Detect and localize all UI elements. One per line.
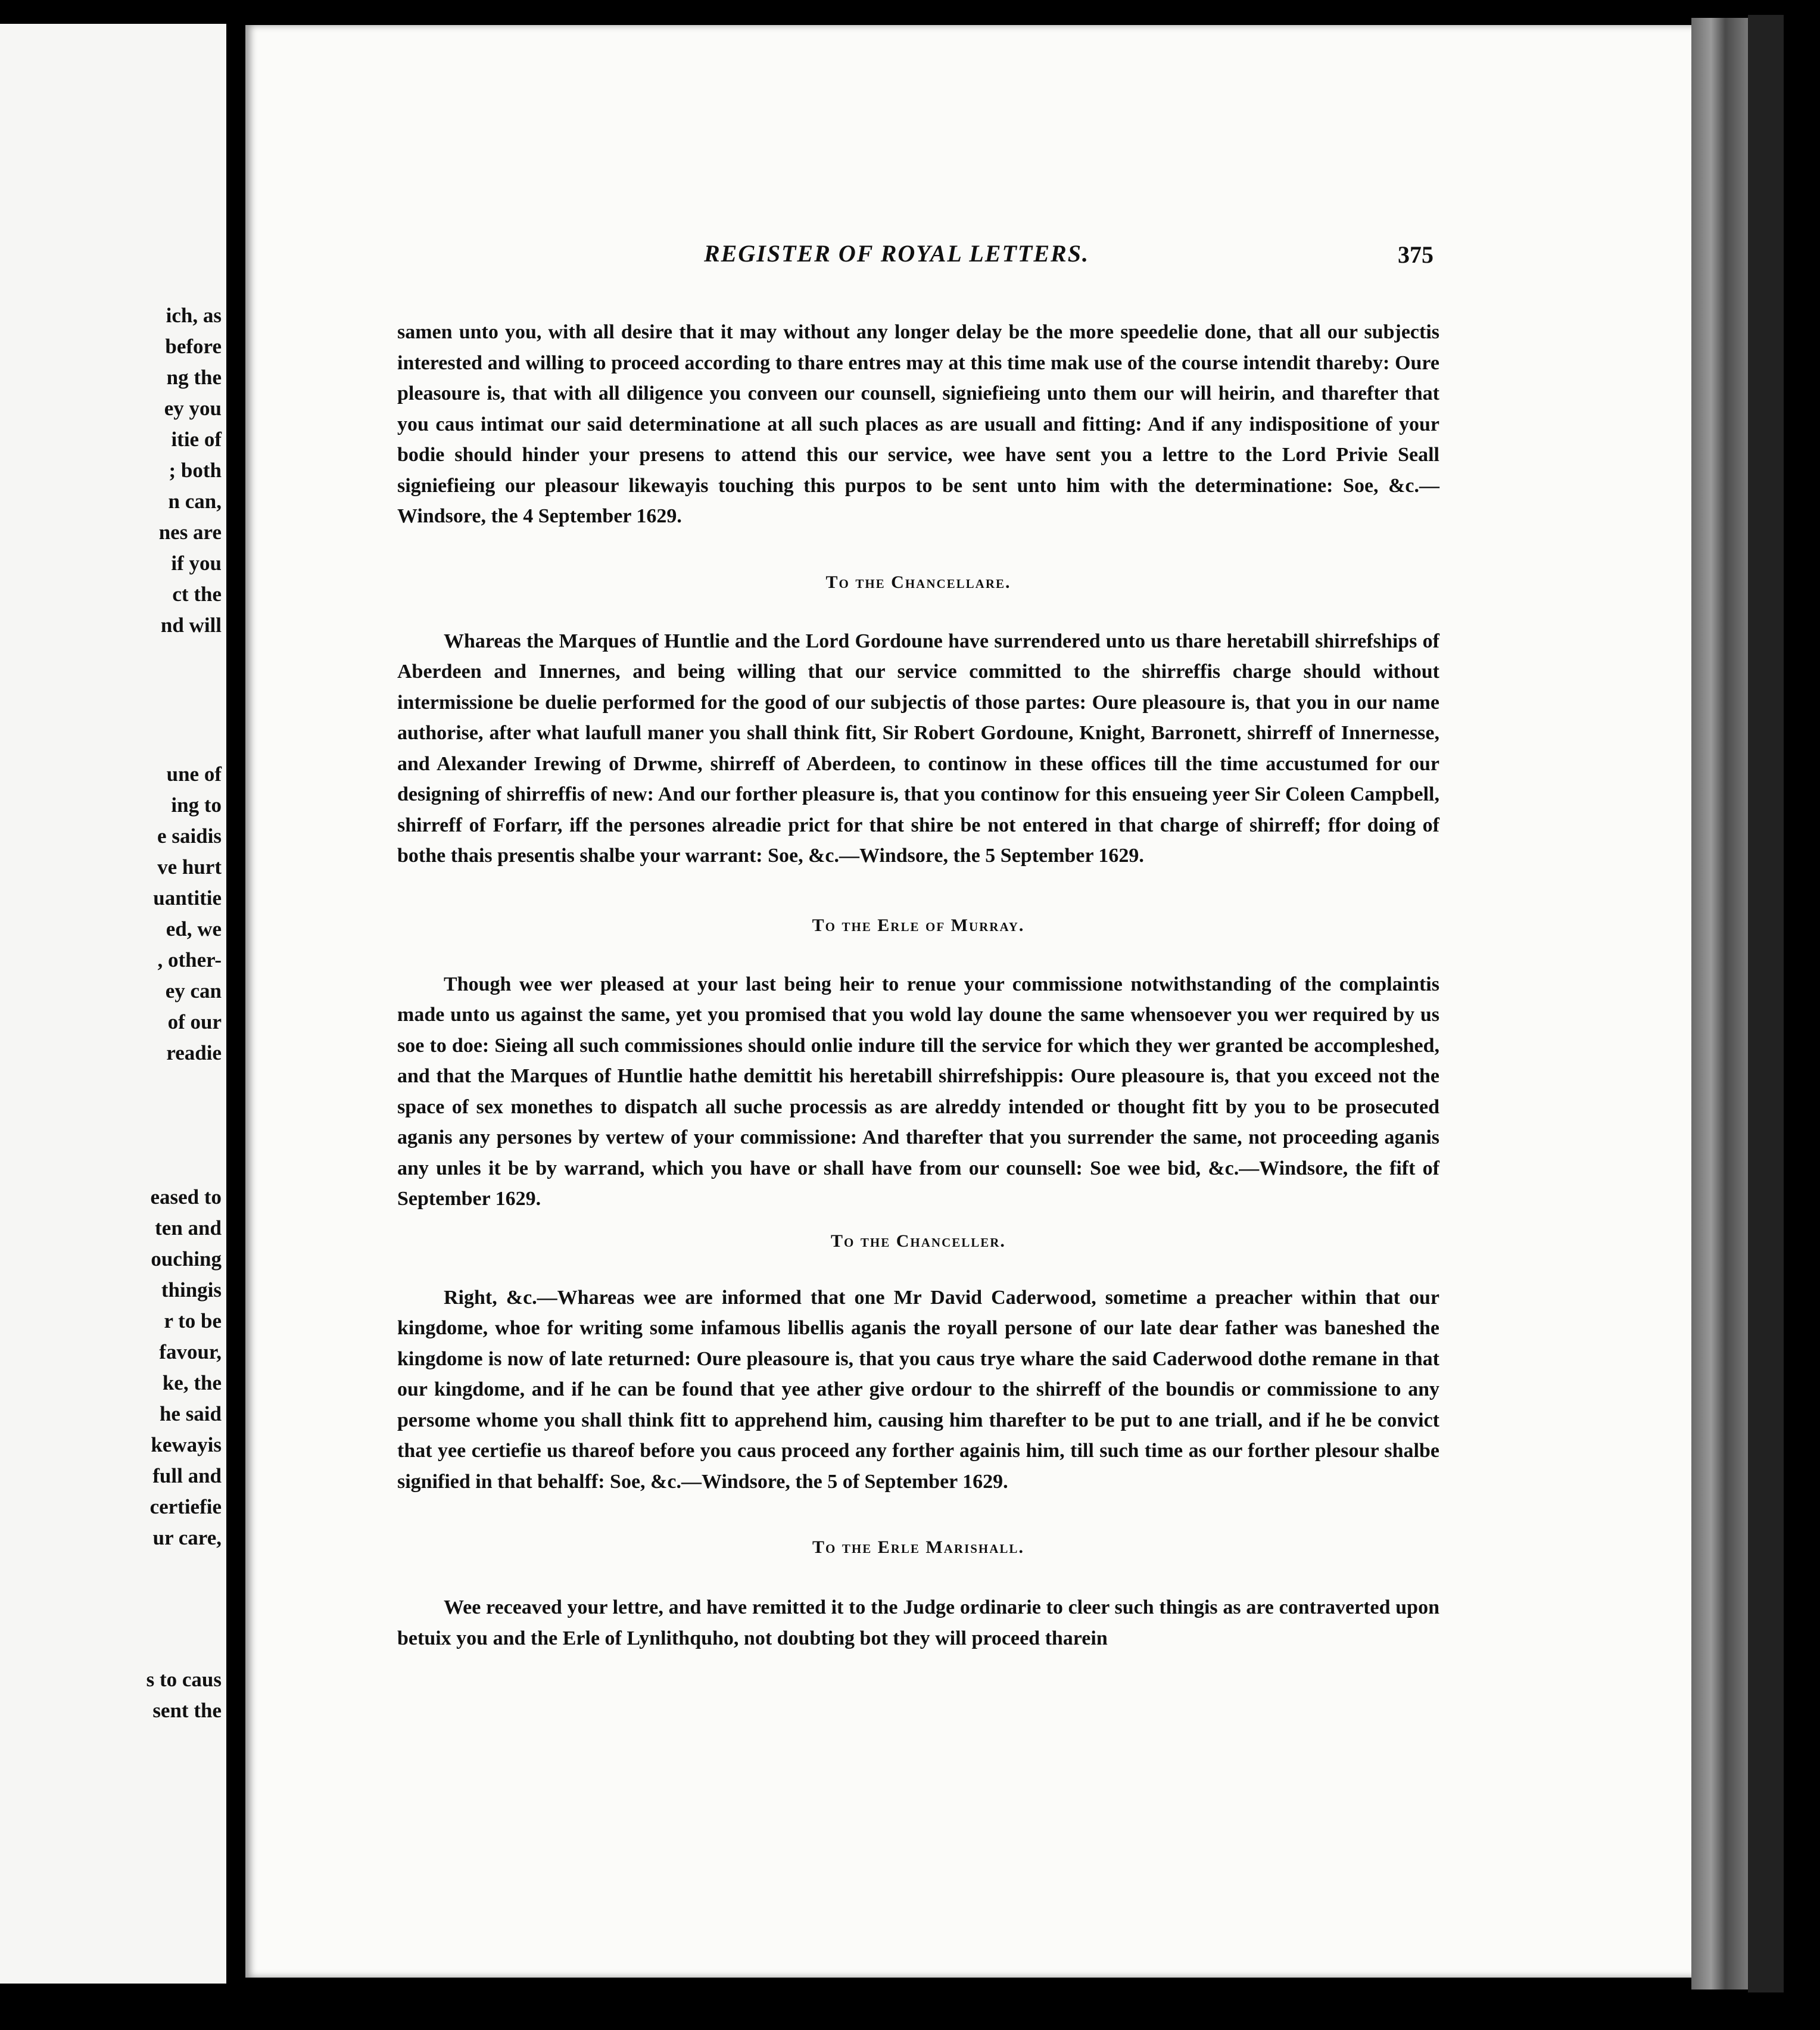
- paragraph-continued: samen unto you, with all desire that it may without any longer delay be the more speedelie done, that all our subjectis interested and willing to proceed according to thare entres may at this time mak use of the course intendit thareby: Oure pleasoure is, that with all diligence you conveen our counsell, signiefieing unto them our will heirin, and tharefter that you caus intimat our said determinatione at all such places as are usuall and fitting: And if any indispositione of your bodie should hinder your presens to attend this our service, wee have sent you a lettre to the Lord Privie Seall signiefieing our pleasour likewayis touching this purpos to be sent unto him with the determinatione: Soe, &c.—Windsore, the 4 September 1629.: [397, 321, 1439, 527]
- left-page-text-fragment: ur care,: [152, 1526, 222, 1549]
- paragraph: Wee receaved your lettre, and have remitted it to the Judge ordinarie to cleer such thingis as are contraverted upon betuix you and the Erle of Lynlithquho, not doubting bot they will proceed tharein: [397, 1596, 1439, 1649]
- left-page-text-fragment: of our: [167, 1010, 222, 1033]
- left-page-text-fragment: s to caus: [146, 1668, 222, 1691]
- left-page-text-fragment: before: [165, 335, 222, 358]
- left-page-text-fragment: certiefie: [149, 1495, 222, 1518]
- left-page-text-fragment: ke, the: [162, 1371, 222, 1394]
- left-page-text-fragment: readie: [166, 1041, 222, 1064]
- left-page-text-fragment: n can,: [168, 490, 222, 513]
- left-page-text-fragment: itie of: [171, 428, 222, 451]
- section-heading: To the Chancellare.: [825, 572, 1011, 592]
- paragraph: Though wee wer pleased at your last being heir to renue your commissione notwithstanding of the complaintis made unto us against the same, yet you promised that you wold lay doune the same whensoever you wer required by us soe to doe: Sieing all such commissiones should onlie indure till the service for which they wer granted be accompleshed, and that the Marques of Huntlie hathe demittit his heretabill shirrefshippis: Oure pleasoure is, that you exceed not the space of sex monethes to dispatch all suche processis as are alreddy intended or thought fitt by you to be prosecuted aganis any persones by vertew of your commissione: And tharefter that you surrender the same, not proceeding aganis any unles it be by warrand, which you have or shall have from our counsell: Soe wee bid, &c.—Windsore, the fift of September 1629.: [397, 973, 1439, 1210]
- left-page-text-fragment: ten and: [155, 1216, 222, 1240]
- left-page-text-fragment: ouching: [151, 1247, 222, 1271]
- left-page-text-fragment: nes are: [158, 521, 222, 544]
- left-page-text-fragment: ich, as: [166, 304, 222, 327]
- left-page-text-fragment: e saidis: [157, 824, 222, 848]
- left-page-text-fragment: ing to: [171, 793, 222, 817]
- left-page-text-fragment: eased to: [150, 1185, 222, 1209]
- left-page-text-fragment: ve hurt: [157, 855, 222, 879]
- main-page: [245, 25, 1716, 1978]
- section-heading: To the Erle of Murray.: [812, 915, 1025, 935]
- section-heading: To the Erle Marishall.: [812, 1537, 1024, 1557]
- left-page-text-fragment: sent the: [152, 1699, 222, 1722]
- left-page-text-fragment: ey you: [164, 397, 222, 420]
- left-page-text-fragment: ct the: [172, 583, 222, 606]
- left-page-text-fragment: kewayis: [151, 1433, 222, 1456]
- running-head: [245, 239, 1716, 275]
- left-page-text-fragment: if you: [171, 552, 222, 575]
- left-page-text-fragment: uantitie: [153, 886, 222, 910]
- left-page-text-fragment: he said: [159, 1402, 222, 1425]
- page-edge: [1691, 18, 1748, 1989]
- left-page-text-fragment: full and: [152, 1464, 222, 1487]
- left-page-text-fragment: favour,: [159, 1340, 222, 1363]
- section-heading: To the Chanceller.: [831, 1231, 1006, 1251]
- body-text: [397, 317, 1439, 1654]
- paragraph: Right, &c.—Whareas wee are informed that one Mr David Caderwood, sometime a preacher within that our kingdome, whoe for writing some infamous libellis aganis the royall persone of our late dear father was baneshed the kingdome is now of late returned: Oure pleasoure is, that you caus trye whare the said Caderwood dothe remane in that our kingdome, and if he can be found that yee ather give ordour to the shirreff of the boundis or commissione to any persome whome you shall think fitt to apprehend him, causing him tharefter to be put to ane triall, and if he be convict that yee certiefie us thareof before you caus proceed any forther againis him, till such time as our forther plesour shalbe signified in that behalff: Soe, &c.—Windsore, the 5 of September 1629.: [397, 1286, 1439, 1493]
- binding-shadow: [1748, 15, 1784, 1992]
- left-page-text-fragment: ed, we: [166, 917, 222, 941]
- left-page-text-fragment: nd will: [160, 614, 222, 637]
- left-page-text-fragment: une of: [166, 762, 222, 786]
- page-number: 375: [1398, 241, 1433, 268]
- running-head-title: REGISTER OF ROYAL LETTERS.: [704, 240, 1089, 267]
- left-page-text-fragment: ey can: [165, 979, 222, 1002]
- left-page-text-fragment: ng the: [166, 366, 222, 389]
- paragraph: Whareas the Marques of Huntlie and the Lord Gordoune have surrendered unto us thare heretabill shirrefships of Aberdeen and Innernes, and being willing that our service committed to the shirreffis charge should without intermissione be duelie performed for the good of our subjectis of those partes: Oure pleasoure is, that you in our name authorise, after what laufull maner you shall think fitt, Sir Robert Gordoune, Knight, Barronett, shirreff of Innernesse, and Alexander Irewing of Drwme, shirreff of Aberdeen, to continow in these offices till the time accustumed for our designing of shirreffis of new: And our forther pleasure is, that you continow for this ensueing yeer Sir Coleen Campbell, shirreff of Forfarr, iff the persones alreadie prict for that shire be not entered in that charge of shirreff; ffor doing of bothe thais presentis shalbe your warrant: Soe, &c.—Windsore, the 5 September 1629.: [397, 630, 1439, 867]
- left-page-text-fragment: ; both: [169, 459, 222, 482]
- left-facing-page: [0, 24, 226, 1984]
- left-page-text-fragment: r to be: [164, 1309, 222, 1332]
- left-page-text-fragment: thingis: [161, 1278, 222, 1302]
- left-page-text-fragment: , other-: [157, 948, 222, 972]
